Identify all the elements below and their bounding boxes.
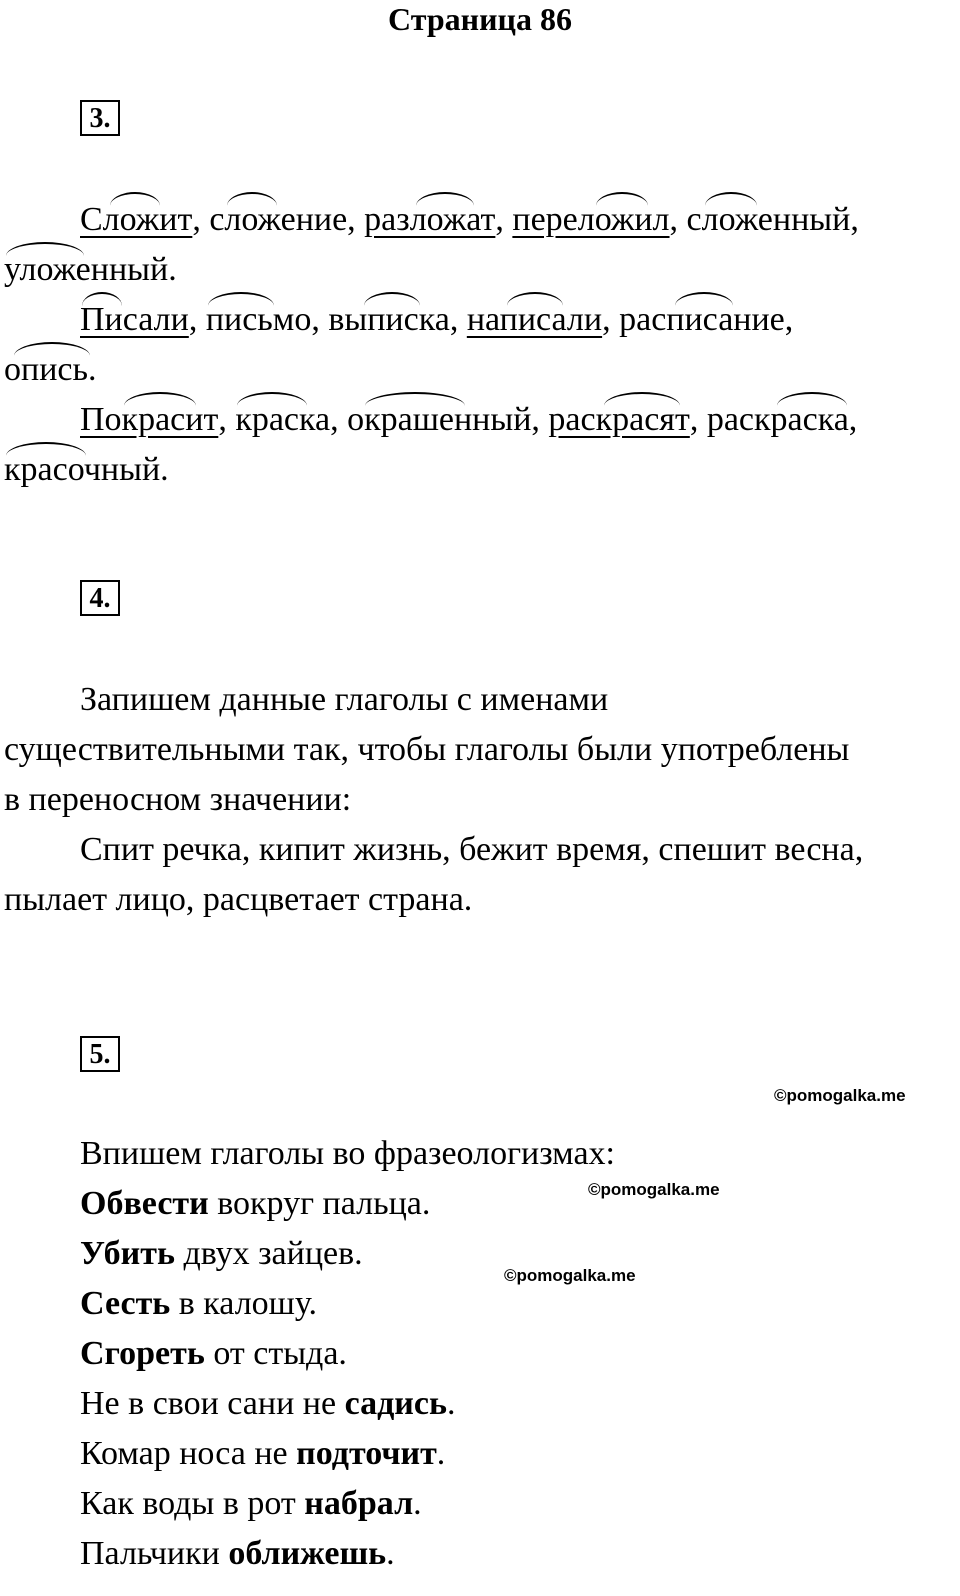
word-napisali: написали bbox=[467, 300, 602, 340]
phrase-3: Сесть в калошу. bbox=[80, 1285, 317, 1322]
word-pismo: письмо bbox=[206, 300, 312, 340]
word-raskraska: раскраска bbox=[707, 400, 849, 440]
task-4-line-2: существительными так, чтобы глаголы были употреблены bbox=[4, 731, 850, 768]
task-4-line-4: Спит речка, кипит жизнь, бежит время, спешит весна, bbox=[80, 831, 864, 868]
phrase-4: Сгореть от стыда. bbox=[80, 1335, 347, 1372]
word-pisali: Писали bbox=[80, 300, 189, 340]
word-pokrasit: Покрасит bbox=[80, 400, 218, 440]
word-opis: опись bbox=[4, 350, 88, 390]
task-3-row-1: Сложит , сложение , разложат , переложил , сложенный , bbox=[80, 200, 859, 240]
word-raspisanie: расписание bbox=[619, 300, 785, 340]
task-4-number: 4. bbox=[80, 580, 120, 616]
task-3-row-2: уложенный . bbox=[4, 250, 177, 290]
task-5-intro: Впишем глаголы во фразеологизмах: bbox=[80, 1135, 615, 1172]
word-krasochnyj: красочный bbox=[4, 450, 160, 490]
word-okrashennyj: окрашенный bbox=[347, 400, 531, 440]
phrase-6: Комар носа не подточит. bbox=[80, 1435, 446, 1472]
task-4-line-1: Запишем данные глаголы с именами bbox=[80, 681, 609, 718]
watermark-3: ©pomogalka.me bbox=[504, 1266, 636, 1285]
page-title: Страница 86 bbox=[388, 1, 572, 37]
word-slozhenie: сложение bbox=[209, 200, 347, 240]
phrase-1: Обвести вокруг пальца. bbox=[80, 1185, 431, 1222]
word-perelozhil: переложил bbox=[512, 200, 669, 240]
task-3-row-4: опись . bbox=[4, 350, 97, 390]
task-3-row-3: Писали , письмо , выписка , написали , расписание , bbox=[80, 300, 793, 340]
task-3-row-6: красочный . bbox=[4, 450, 169, 490]
word-ulozhennyj: уложенный bbox=[4, 250, 168, 290]
phrase-8: Пальчики оближешь. bbox=[80, 1535, 395, 1572]
word-slozhit: Сложит bbox=[80, 200, 192, 240]
watermark-1: ©pomogalka.me bbox=[774, 1086, 906, 1105]
word-razlozhat: разложат bbox=[364, 200, 495, 240]
word-slozhennyj: сложенный bbox=[687, 200, 851, 240]
watermark-2: ©pomogalka.me bbox=[588, 1180, 720, 1199]
phrase-2: Убить двух зайцев. bbox=[80, 1235, 363, 1272]
task-5-number: 5. bbox=[80, 1036, 120, 1072]
word-kraska: краска bbox=[235, 400, 330, 440]
task-4-line-5: пылает лицо, расцветает страна. bbox=[4, 881, 473, 918]
task-4-line-3: в переносном значении: bbox=[4, 781, 352, 818]
word-raskrasyat: раскрасят bbox=[548, 400, 689, 440]
task-3-number: 3. bbox=[80, 100, 120, 136]
task-3-row-5: Покрасит , краска , окрашенный , раскрасят , раскраска , bbox=[80, 400, 857, 440]
phrase-5: Не в свои сани не садись. bbox=[80, 1385, 456, 1422]
word-vypiska: выписка bbox=[328, 300, 449, 340]
phrase-7: Как воды в рот набрал. bbox=[80, 1485, 422, 1522]
